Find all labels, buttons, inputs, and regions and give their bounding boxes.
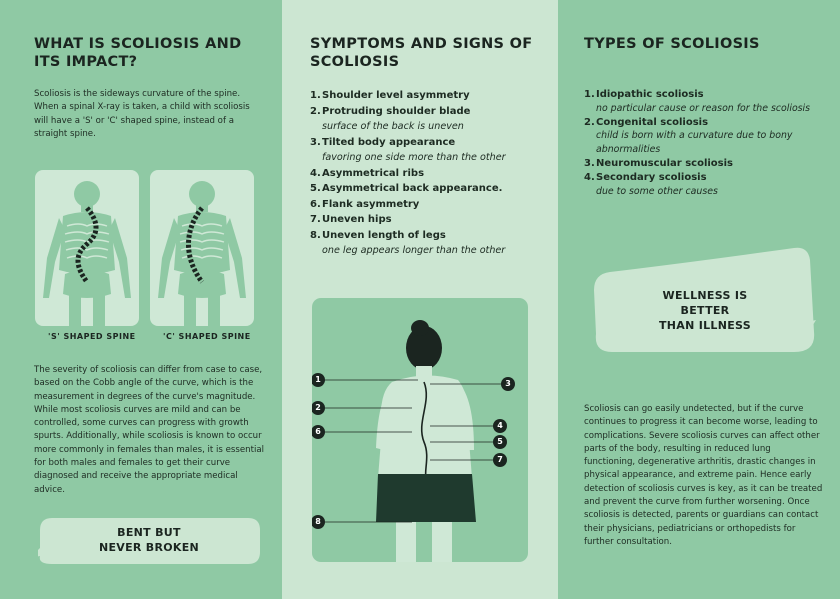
- panel-types: [558, 0, 840, 599]
- callout-marker-5: 5: [493, 435, 507, 449]
- bubble-line-3: THAN ILLNESS: [658, 319, 752, 332]
- callout-marker-8: 8: [312, 515, 325, 529]
- heading-symptoms: SYMPTOMS AND SIGNS OF SCOLIOSIS: [310, 36, 533, 70]
- callout-marker-1: 1: [312, 373, 325, 387]
- list-item: 5.Asymmetrical back appearance.: [310, 183, 503, 194]
- callout-marker-4: 4: [493, 419, 507, 433]
- caption-s-shaped-spine: 'S' SHAPED SPINE: [48, 332, 136, 341]
- callout-marker-3: 3: [501, 377, 515, 391]
- panel-symptoms: [282, 0, 558, 599]
- list-item: 2.Protruding shoulder blade surface of the back is uneven: [310, 105, 471, 132]
- list-item: 4.Asymmetrical ribs: [310, 167, 425, 179]
- back-view-illustration: [312, 298, 528, 562]
- callout-marker-7: 7: [493, 453, 507, 467]
- bubble-line-2: BETTER: [680, 304, 730, 317]
- bubble-line-2: NEVER BROKEN: [98, 541, 200, 554]
- heading-what-is-scoliosis: WHAT IS SCOLIOSIS AND ITS IMPACT?: [34, 36, 242, 70]
- callout-marker-2: 2: [312, 401, 325, 415]
- list-item: 6.Flank asymmetry: [310, 198, 420, 210]
- list-item: 2.Congenital scoliosis child is born with a curvature due to bony abnormalities: [584, 116, 793, 156]
- heading-types: TYPES OF SCOLIOSIS: [584, 36, 760, 52]
- list-item: 8.Uneven length of legs one leg appears longer than the other: [310, 229, 506, 256]
- c-shaped-spine-illustration: [150, 170, 254, 326]
- list-item: 3.Neuromuscular scoliosis: [584, 157, 734, 169]
- speech-bubble-bent-but-never-broken: [38, 518, 260, 564]
- bubble-line-1: BENT BUT: [117, 526, 181, 539]
- list-item: 7.Uneven hips: [310, 214, 392, 225]
- panel-what-is-scoliosis: [0, 0, 282, 599]
- symptom-list: [310, 88, 550, 259]
- early-detection-paragraph: Scoliosis can go easily undetected, but if the curve continues to progress it can become worse, leading to complications. Severe scoliosis curves can affect other parts of the body, resulting in reduced lung functioning, degenerative arthritis, drastic changes in physical appearance, and extreme pain. Hence early detection of scoliosis curves is key, as it can be treated and prevent the curve from further worsening. Once scoliosis is detected, parents or guardians can contact their physicians, pediatricians or orthopedists for further consultation.: [584, 404, 823, 547]
- list-item: 1.Idiopathic scoliosis no particular cause or reason for the scoliosis: [584, 89, 811, 114]
- list-item: 4.Secondary scoliosis due to some other causes: [584, 171, 718, 197]
- intro-paragraph: Scoliosis is the sideways curvature of the spine. When a spinal X-ray is taken, a child with scoliosis will have a 'S' or 'C' shaped spine, instead of a straight spine.: [34, 89, 250, 139]
- caption-c-shaped-spine: 'C' SHAPED SPINE: [163, 332, 251, 341]
- list-item: 3.Tilted body appearance favoring one side more than the other: [310, 136, 506, 163]
- list-item: 1.Shoulder level asymmetry: [310, 90, 470, 101]
- severity-paragraph: The severity of scoliosis can differ from case to case, based on the Cobb angle of the curve, which is the measurement in degrees of the curve's magnitude. While most scoliosis curves are mild and can be controlled, some curves can progress with growth spurts. Additionally, while scoliosis is known to occur more commonly in females than males, it is essential for both males and females to get their curve diagnosed and receive the appropriate medical advice.: [34, 365, 265, 495]
- speech-bubble-wellness: [594, 246, 816, 356]
- types-list: [584, 88, 824, 198]
- s-shaped-spine-illustration: [35, 170, 139, 326]
- bubble-line-1: WELLNESS IS: [662, 289, 748, 302]
- callout-marker-6: 6: [312, 425, 325, 439]
